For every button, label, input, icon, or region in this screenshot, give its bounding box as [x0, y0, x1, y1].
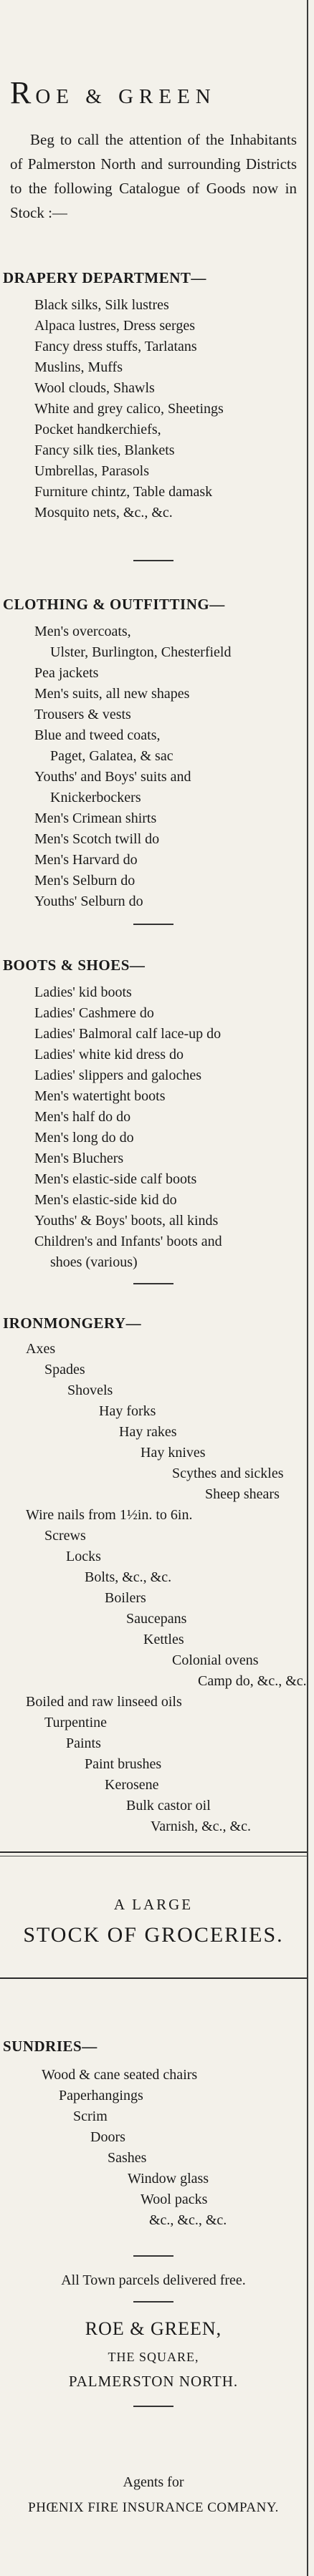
ironmongery-heading: IRONMONGERY— [3, 1314, 142, 1332]
list-item: Umbrellas, Parasols [34, 463, 149, 479]
section-dash [133, 560, 173, 561]
list-item: Wood & cane seated chairs [42, 2067, 198, 2083]
firm-name: ROE & GREEN, [85, 2318, 222, 2339]
list-item: Wool clouds, Shawls [34, 380, 155, 396]
list-item: Kerosene [105, 1777, 159, 1793]
sundries-heading: SUNDRIES— [3, 2038, 97, 2055]
list-item: Youths' Selburn do [34, 894, 143, 909]
list-item: Wool packs [141, 2192, 208, 2207]
intro-paragraph: Beg to call the attention of the Inhabitants of Palmerston North and surrounding Districts to the following Catalogue of Goods now in Stock :— [10, 131, 297, 221]
list-item: Paint brushes [85, 1756, 162, 1772]
list-item: Scrim [73, 2108, 108, 2124]
list-item: Youths' & Boys' boots, all kinds [34, 1213, 219, 1229]
list-item: Muslins, Muffs [34, 359, 123, 375]
firm-address-square: THE SQUARE, [108, 2350, 199, 2364]
groceries-line1: A LARGE [113, 1896, 194, 1913]
list-item: Youths' and Boys' suits and [34, 769, 191, 785]
list-item: Men's elastic-side kid do [34, 1192, 177, 1208]
sundries-list [42, 2065, 227, 2231]
masthead-initial: R [10, 75, 36, 110]
list-item: Hay knives [141, 1445, 206, 1461]
insurance-company: PHŒNIX FIRE INSURANCE COMPANY. [28, 2500, 279, 2515]
list-item: Children's and Infants' boots and [34, 1234, 222, 1249]
list-item: Paperhangings [59, 2088, 143, 2103]
list-item: Ladies' Cashmere do [34, 1005, 154, 1021]
list-item: Men's Scotch twill do [34, 831, 160, 847]
list-item: Colonial ovens [172, 1652, 259, 1668]
ironmongery-list [26, 1339, 307, 1837]
clothing-list [34, 621, 232, 912]
list-item: Shovels [67, 1383, 113, 1398]
list-item: Fancy dress stuffs, Tarlatans [34, 339, 197, 354]
list-item: Spades [44, 1362, 85, 1377]
list-item: Kettles [143, 1632, 184, 1647]
list-item: Doors [90, 2129, 125, 2145]
clothing-heading: CLOTHING & OUTFITTING— [3, 596, 225, 613]
list-item: Boiled and raw linseed oils [26, 1694, 182, 1710]
list-item: Locks [66, 1549, 101, 1564]
list-item: Mosquito nets, &c., &c. [34, 505, 173, 520]
drapery-heading: DRAPERY DEPARTMENT— [3, 269, 206, 286]
list-item: Pocket handkerchiefs, [34, 422, 161, 437]
list-item: Varnish, &c., &c. [151, 1819, 251, 1834]
section-dash [133, 2406, 173, 2407]
list-item: Pea jackets [34, 665, 99, 681]
list-item: Hay forks [99, 1403, 156, 1419]
list-item: Window glass [128, 2171, 209, 2187]
list-item: Saucepans [126, 1611, 187, 1627]
list-item: Bolts, &c., &c. [85, 1569, 172, 1585]
list-item: Boilers [105, 1590, 146, 1606]
boots-heading: BOOTS & SHOES— [3, 957, 146, 974]
section-dash [133, 1283, 173, 1284]
list-item: Men's long do do [34, 1130, 134, 1146]
list-item: Hay rakes [119, 1424, 177, 1440]
list-item: Camp do, &c., &c. [198, 1673, 307, 1689]
list-item: Furniture chintz, Table damask [34, 484, 213, 500]
list-item: Scythes and sickles [172, 1466, 284, 1481]
masthead-title [10, 75, 217, 110]
list-item: Ladies' white kid dress do [34, 1047, 184, 1062]
column-rule [307, 0, 308, 2576]
list-item: Men's Harvard do [34, 852, 138, 868]
list-item: Blue and tweed coats, [34, 727, 161, 743]
list-item: Sashes [108, 2150, 147, 2166]
list-item: shoes (various) [50, 1254, 138, 1270]
masthead-rest: OE & GREEN [35, 85, 217, 108]
list-item: Ladies' slippers and galoches [34, 1067, 201, 1083]
section-dash [133, 2255, 173, 2257]
list-item: Fancy silk ties, Blankets [34, 442, 175, 458]
list-item: Alpaca lustres, Dress serges [34, 318, 196, 334]
list-item: Paget, Galatea, & sac [50, 748, 173, 764]
separator-rule [0, 1977, 307, 1979]
list-item: Axes [26, 1341, 56, 1357]
agents-label: Agents for [123, 2474, 184, 2490]
list-item: Men's elastic-side calf boots [34, 1171, 197, 1187]
list-item: Men's watertight boots [34, 1088, 166, 1104]
list-item: Men's Crimean shirts [34, 810, 157, 826]
list-item: Men's Selburn do [34, 873, 135, 888]
section-dash [133, 2301, 173, 2303]
list-item: Men's suits, all new shapes [34, 686, 190, 702]
list-item: Bulk castor oil [126, 1798, 211, 1814]
list-item: Men's half do do [34, 1109, 131, 1125]
list-item: Trousers & vests [34, 707, 131, 722]
list-item: Turpentine [44, 1715, 108, 1730]
list-item: Wire nails from 1½in. to 6in. [26, 1507, 193, 1523]
firm-address-town: PALMERSTON NORTH. [68, 2373, 239, 2390]
separator-rule [0, 1851, 307, 1853]
list-item: Men's overcoats, [34, 624, 131, 639]
drapery-list [34, 295, 224, 523]
list-item: Ladies' kid boots [34, 984, 132, 1000]
list-item: Sheep shears [205, 1486, 280, 1502]
section-dash [133, 924, 173, 925]
groceries-line2: STOCK OF GROCERIES. [23, 1923, 284, 1947]
list-item: Screws [44, 1528, 86, 1544]
list-item: Paints [66, 1735, 101, 1751]
list-item: Ladies' Balmoral calf lace-up do [34, 1026, 222, 1042]
list-item: Ulster, Burlington, Chesterfield [50, 644, 232, 660]
boots-list [34, 982, 222, 1273]
list-item: White and grey calico, Sheetings [34, 401, 224, 417]
list-item: Knickerbockers [50, 790, 141, 805]
list-item: Black silks, Silk lustres [34, 297, 169, 313]
list-item: &c., &c., &c. [149, 2212, 227, 2228]
list-item: Men's Bluchers [34, 1151, 124, 1166]
parcels-note: All Town parcels delivered free. [61, 2272, 246, 2288]
